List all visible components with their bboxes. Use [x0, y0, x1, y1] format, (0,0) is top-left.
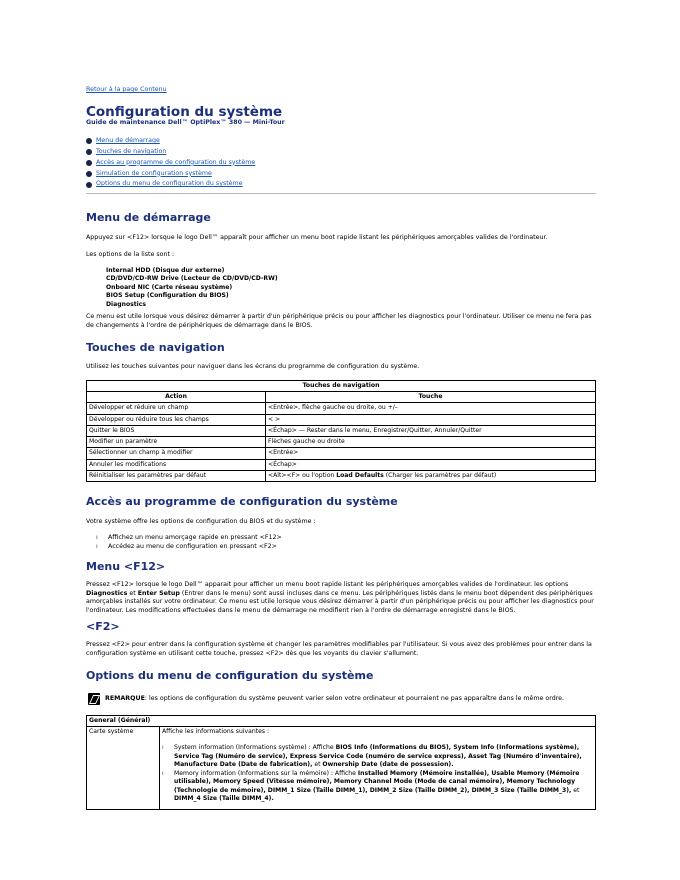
general-options-table: [86, 715, 596, 810]
back-to-contents-link[interactable]: Retour à la page Contenu: [86, 86, 167, 93]
boot-options-list: [106, 267, 278, 309]
remark-note: [86, 693, 564, 705]
f12-heading: Menu <F12>: [86, 560, 166, 573]
bullet-icon: [86, 138, 92, 144]
row-label: Carte système: [87, 727, 160, 810]
list-item: [96, 543, 282, 552]
access-setup-list: [96, 534, 282, 551]
action-cell: Développer et réduire un champ: [87, 403, 266, 414]
divider: [86, 193, 596, 194]
bullet-icon: [86, 149, 92, 155]
toc-item: [86, 179, 255, 190]
boot-option: Internal HDD (Disque dur externe): [106, 267, 225, 274]
table-row: [87, 425, 596, 436]
key-text: (Charger les paramètres par défaut): [383, 471, 497, 479]
remark-label: REMARQUE: [105, 694, 145, 702]
action-cell: Réinitialiser les paramètres par défaut: [87, 470, 266, 481]
action-cell: Sélectionner un champ à modifier: [87, 448, 266, 459]
toc-link-setup-simulation[interactable]: Simulation de configuration système: [96, 169, 212, 177]
list-bullet: ı: [162, 744, 164, 752]
row-intro: Affiche les informations suivantes :: [162, 728, 270, 736]
list-bullet: ı: [162, 770, 164, 778]
bullet-icon: [86, 182, 92, 188]
navigation-keys-heading: Touches de navigation: [86, 341, 225, 354]
table-row: [87, 727, 596, 810]
remark-text: : les options de configuration du système peuvent varier selon votre ordinateur et pourraient ne pas apparaître dans le même ordre.: [144, 694, 565, 702]
list-bullet: ı: [96, 542, 98, 550]
key-text-bold: Load Defaults: [336, 471, 384, 479]
key-cell: [266, 470, 596, 481]
pencil-note-icon: [88, 693, 100, 705]
action-cell: Annuler les modifications: [87, 459, 266, 470]
boot-option: BIOS Setup (Configuration du BIOS): [106, 292, 229, 300]
f12-text: Pressez <F12> lorsque le logo Dell™ apparait pour afficher un menu boot rapide listant les périphériques amorçables valides de l'ordinateur. les options Diagnostics et Enter Setup (Entrer dans le menu) sont aussi incluses dans ce menu. Les périphériques listés dans le menu boot dépendent des périphériques amorçables installés sur votre ordinateur. Ce menu est utile lorsque vous désirez démarrer à partir d'un périphérique précis ou pour afficher les diagnostics pour l'ordinateur. Les modifications effectuées dans le menu de démarrage ne modifient rien à l'ordre de démarrage enregistré dans le BIOS.: [86, 581, 594, 614]
table-row: [87, 403, 596, 414]
list-bullet: ı: [96, 534, 98, 541]
toc-link-boot-menu[interactable]: Menu de démarrage: [96, 137, 160, 145]
bullet-icon: [86, 160, 92, 166]
info-list: [162, 744, 593, 803]
toc-item: [86, 147, 255, 158]
f2-text: Pressez <F2> pour entrer dans la configuration système et changer les paramètres modifiables par l'utilisateur. Si vous avez des problèmes pour entrer dans la configuration système en utilisant cette touche, pressez <F2> dès que les voyants du clavier s'allument.: [86, 641, 592, 657]
key-cell: Flèches gauche ou droite: [266, 437, 596, 448]
page-subtitle: Guide de maintenance Dell™ OptiPlex™ 380 — Mini-Tour: [86, 119, 285, 126]
navigation-keys-table: [86, 380, 596, 482]
toc-link-navigation-keys[interactable]: Touches de navigation: [96, 147, 167, 155]
access-setup-heading: Accès au programme de configuration du système: [86, 495, 398, 508]
toc-item: [86, 136, 255, 147]
boot-option: Diagnostics: [106, 300, 147, 308]
boot-menu-heading: Menu de démarrage: [86, 211, 211, 224]
key-text: <Alt><F> ou l'option: [268, 471, 337, 479]
list-item: [96, 534, 282, 543]
list-item-text: Affichez un menu amorçage rapide en pressant <F12>: [108, 534, 282, 541]
list-item-text: Accédez au menu de configuration en pressant <F2>: [108, 542, 277, 550]
action-cell: Développer ou réduire tous les champs: [87, 414, 266, 425]
f2-heading: <F2>: [86, 620, 120, 633]
key-cell: < >: [266, 414, 596, 425]
key-cell: <Échap>: [266, 459, 596, 470]
column-header-action: Action: [87, 392, 266, 403]
boot-menu-intro: Appuyez sur <F12> lorsque le logo Dell™ apparaît pour afficher un menu boot rapide listant les périphériques amorçables valides de l'ordinateur.: [86, 234, 548, 241]
setup-options-heading: Options du menu de configuration du système: [86, 669, 374, 682]
boot-menu-options-label: Les options de la liste sont :: [86, 251, 175, 258]
toc-item: [86, 168, 255, 179]
page-title: Configuration du système: [86, 104, 283, 120]
column-header-key: Touche: [266, 392, 596, 403]
key-cell: <Entrée>, flèche gauche ou droite, ou +/–: [266, 403, 596, 414]
table-row: [87, 414, 596, 425]
row-content: [160, 727, 596, 810]
toc-item: [86, 158, 255, 169]
general-header: General (Général): [87, 716, 596, 727]
table-of-contents: [86, 136, 255, 190]
boot-option: CD/DVD/CD-RW Drive (Lecteur de CD/DVD/CD-RW): [106, 275, 278, 283]
access-setup-intro: Votre système offre les options de configuration du BIOS et du système :: [86, 518, 316, 525]
table-row: [87, 437, 596, 448]
toc-link-setup-options[interactable]: Options du menu de configuration du système: [96, 180, 243, 188]
table-title: Touches de navigation: [87, 381, 596, 392]
boot-menu-note: Ce menu est utile lorsque vous désirez démarrer à partir d'un périphérique précis ou pour afficher les diagnostics pour l'ordinateur. Utiliser ce menu ne fera pas de changements à l'ordre de périphériques de démarrage dans le BIOS.: [86, 313, 592, 329]
table-row: [87, 448, 596, 459]
list-item: ı Memory information (Informations sur la mémoire) : Affiche Installed Memory (Mémoire installée), Usable Memory (Mémoire utilisable), Memory Speed (Vitesse mémoire), Memory Channel Mode (Mode de canal mémoire), Memory Technology (Technologie de mémoire), DIMM_1 Size (Taille DIMM_1), DIMM_2 Size (Taille DIMM_2), DIMM_3 Size (Taille DIMM_3), et DIMM_4 Size (Taille DIMM_4).: [162, 770, 580, 802]
navigation-keys-intro: Utilisez les touches suivantes pour naviguer dans les écrans du programme de configuration du système.: [86, 363, 420, 370]
list-item: ı System information (Informations système) : Affiche BIOS Info (Informations du BIOS), System Info (Informations système), Service Tag (Numéro de service), Express Service Code (numéro de service express), Asset Tag (Numéro d'inventaire), Manufacture Date (Date de fabrication), et Ownership Date (date de possession).: [162, 744, 582, 768]
key-cell: <Échap> — Rester dans le menu, Enregistrer/Quitter, Annuler/Quitter: [266, 425, 596, 436]
table-row: [87, 459, 596, 470]
action-cell: Quitter le BIOS: [87, 425, 266, 436]
boot-option: Onboard NIC (Carte réseau système): [106, 283, 233, 291]
action-cell: Modifier un paramètre: [87, 437, 266, 448]
table-row: [87, 470, 596, 481]
key-cell: <Entrée>: [266, 448, 596, 459]
toc-link-access-setup[interactable]: Accès au programme de configuration du système: [96, 158, 256, 166]
bullet-icon: [86, 171, 92, 177]
